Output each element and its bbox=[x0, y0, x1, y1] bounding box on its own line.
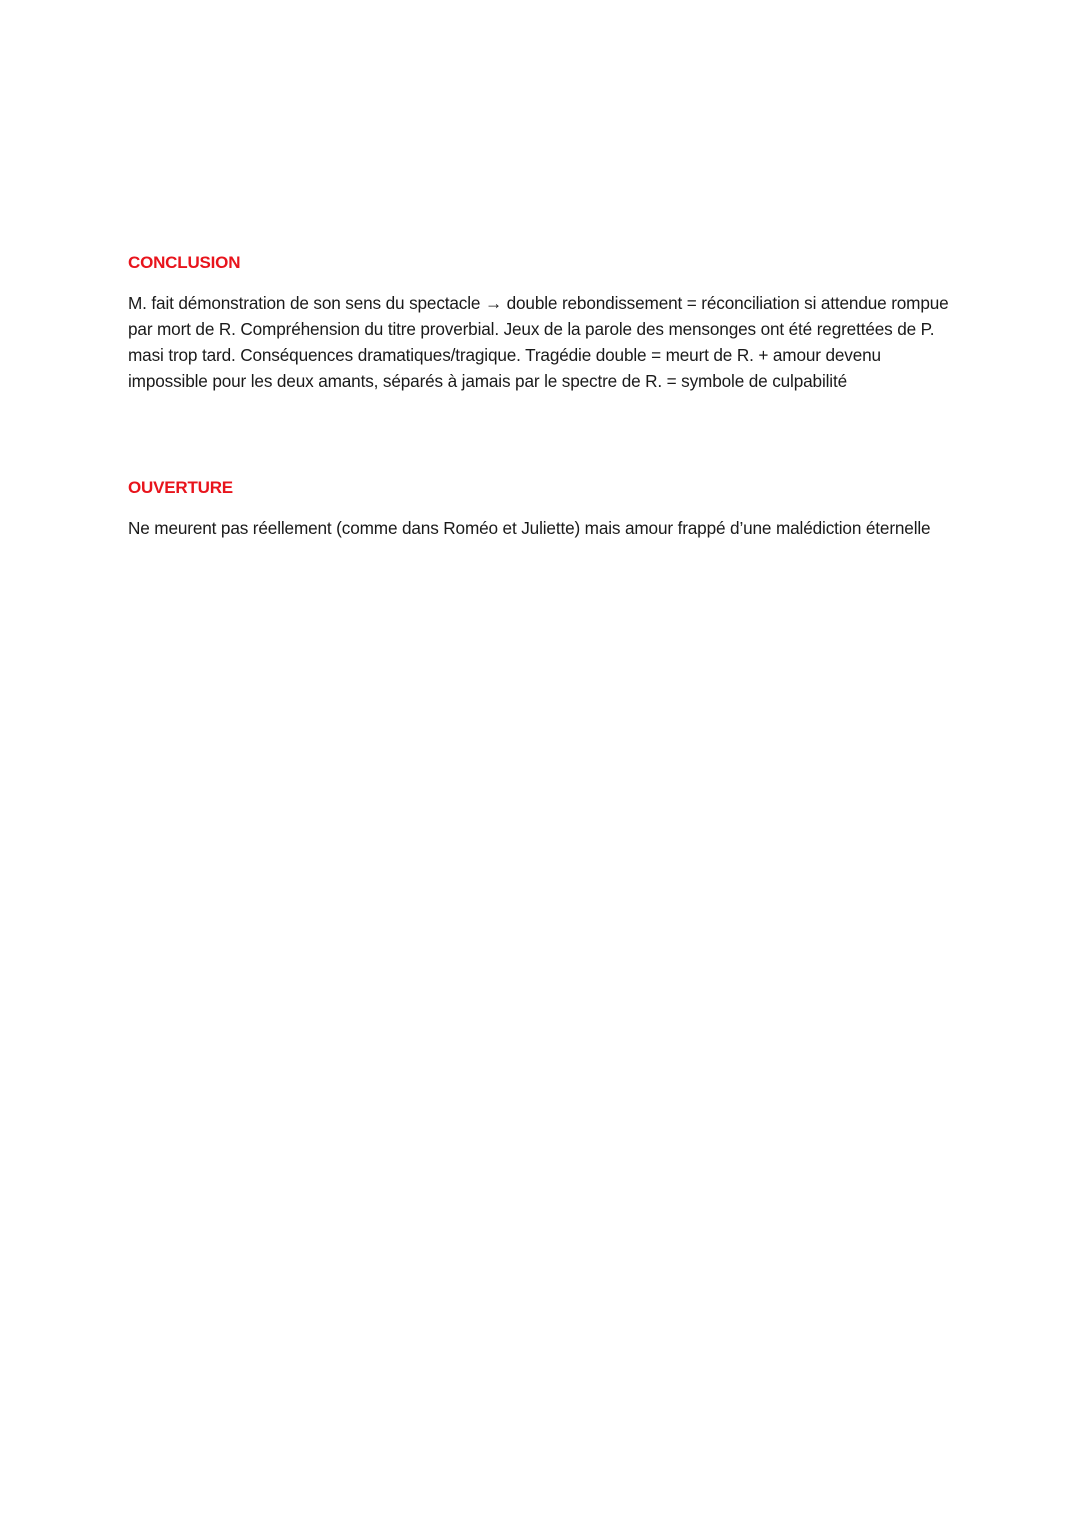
conclusion-paragraph: M. fait démonstration de son sens du spectacle → double rebondissement = réconciliation si attendue rompue par mort de R. Compréhension du titre proverbial. Jeux de la parole des mensonges ont été regrettées de P. masi trop tard. Conséquences dramatiques/tragique. Tragédie double = meurt de R. + amour devenu impossible pour les deux amants, séparés à jamais par le spectre de R. = symbole de culpabilité bbox=[128, 293, 949, 391]
ouverture-heading: OUVERTURE bbox=[128, 478, 233, 497]
conclusion-section bbox=[128, 250, 958, 394]
ouverture-paragraph: Ne meurent pas réellement (comme dans Roméo et Juliette) mais amour frappé d’une malédiction éternelle bbox=[128, 518, 931, 538]
ouverture-section bbox=[128, 475, 958, 541]
conclusion-heading: CONCLUSION bbox=[128, 253, 241, 272]
